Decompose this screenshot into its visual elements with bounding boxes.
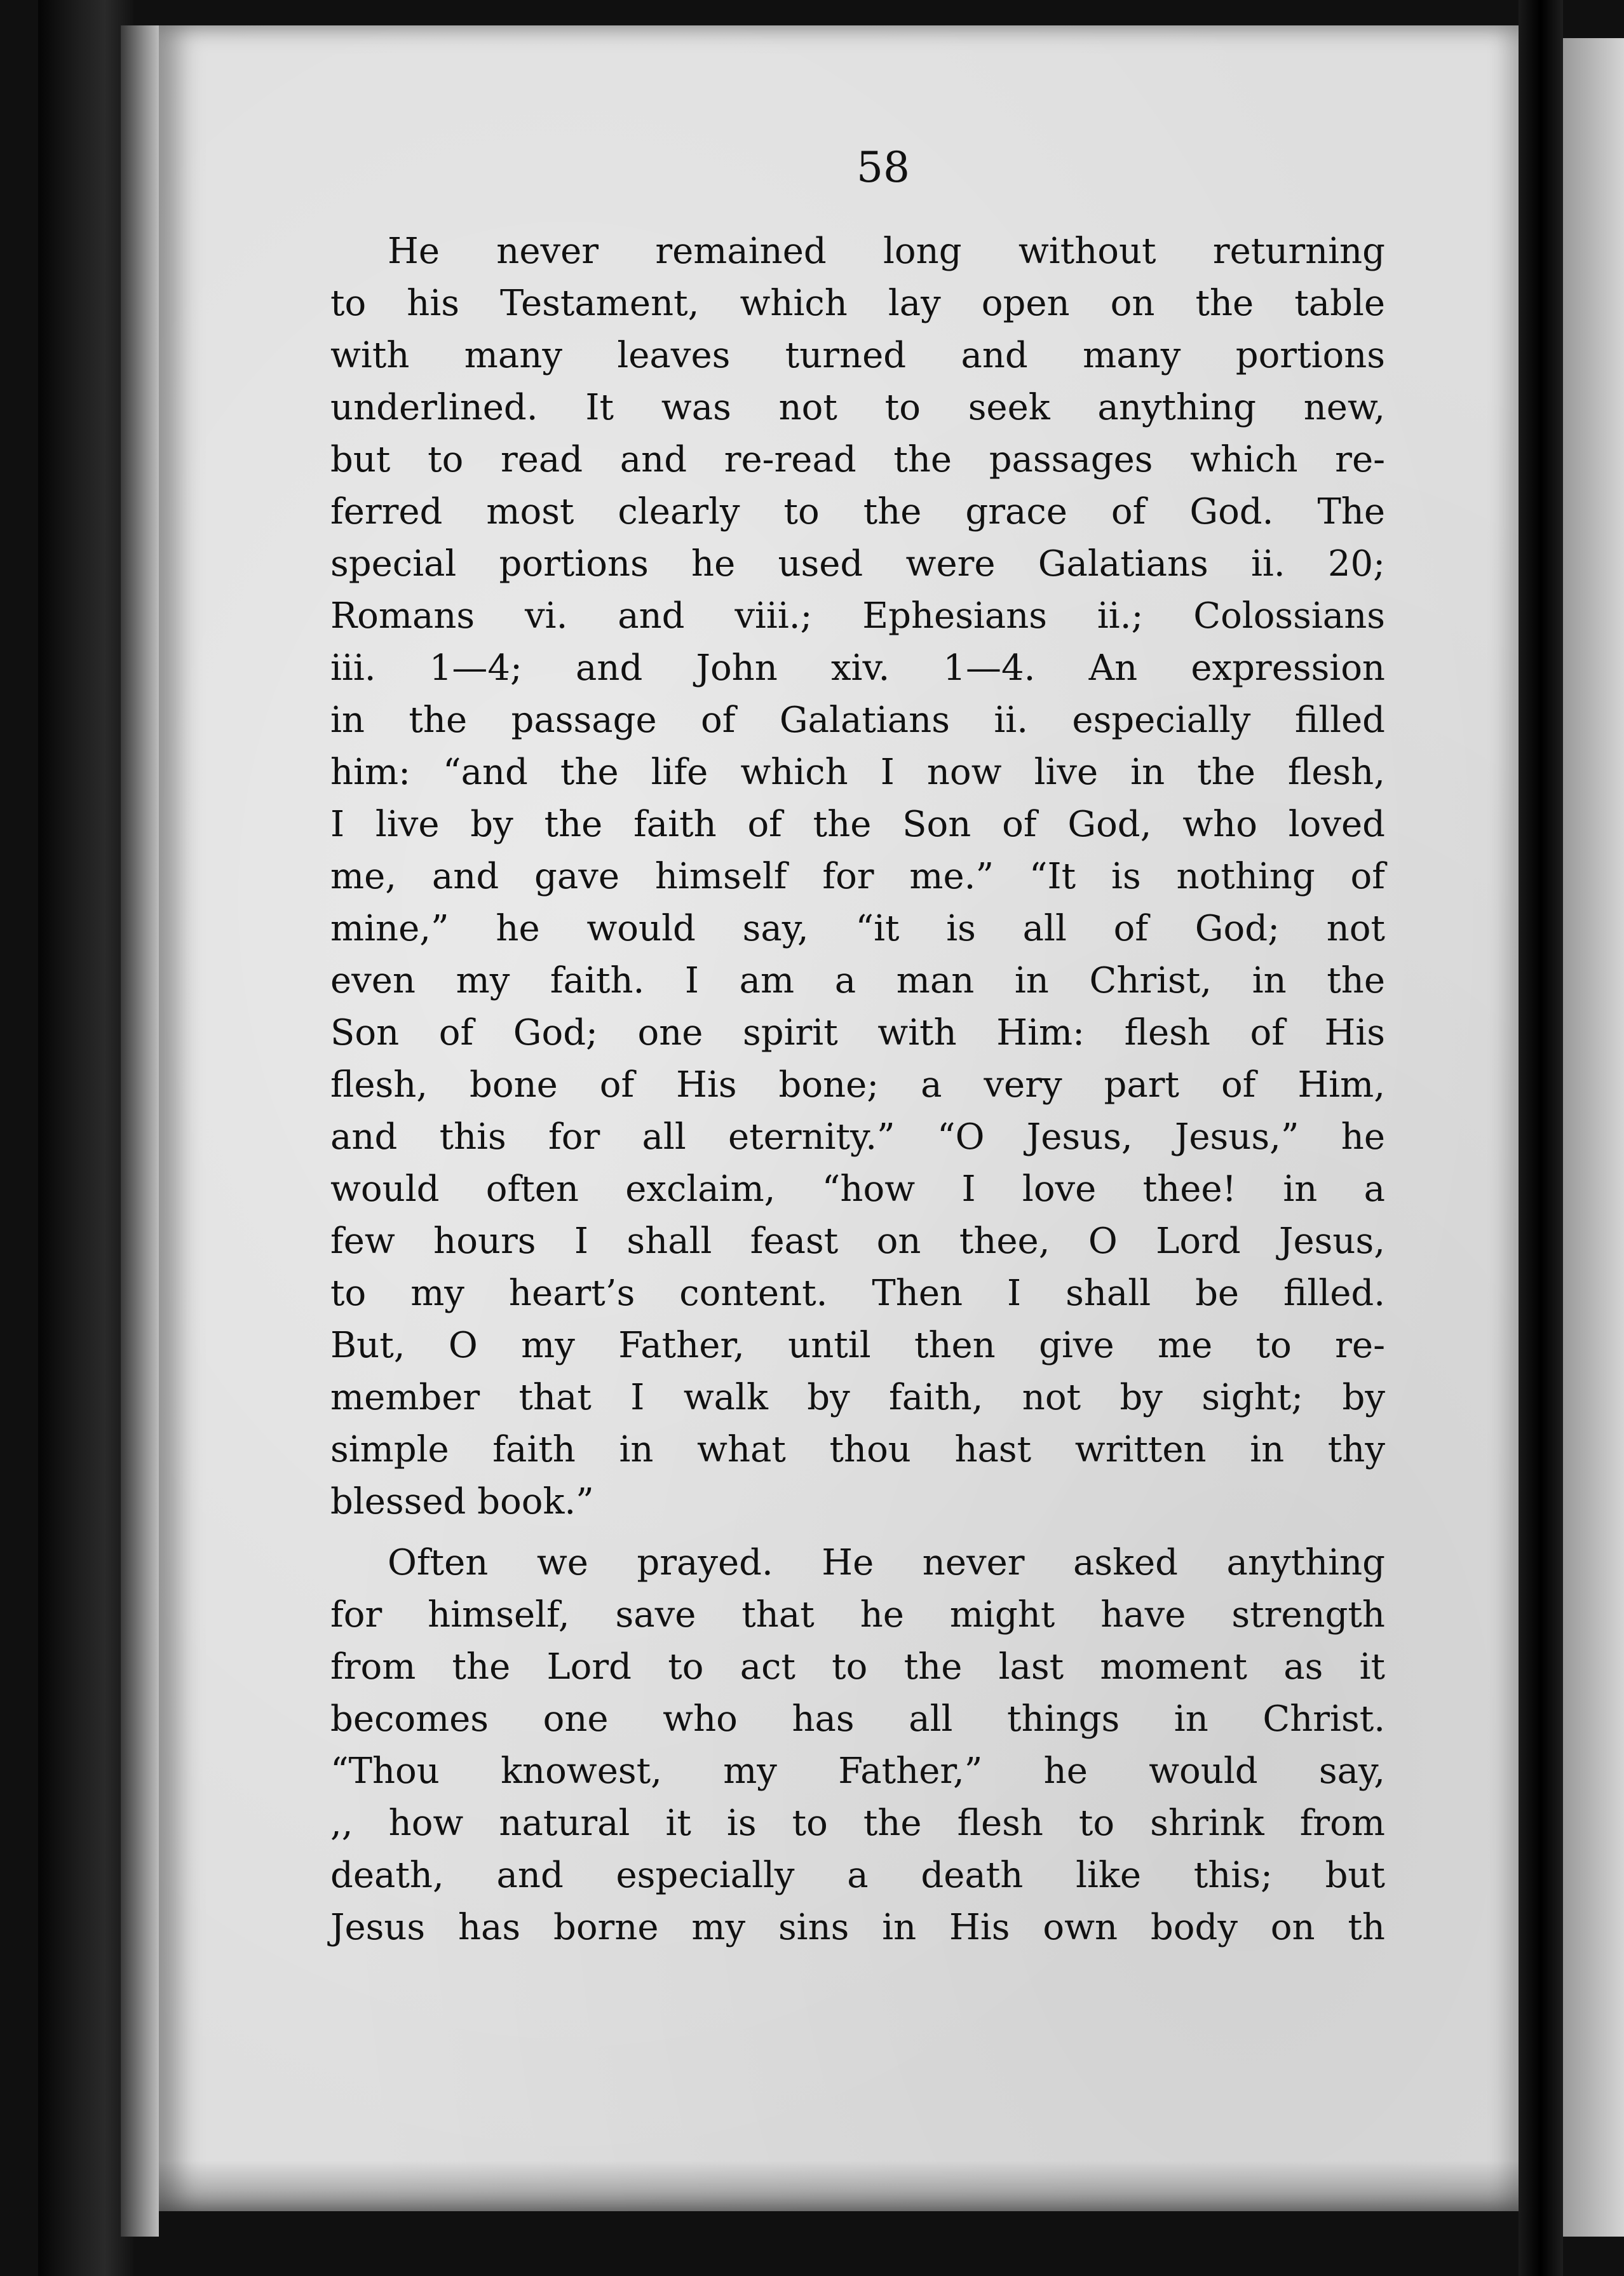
next-page-sliver: [1563, 38, 1624, 2237]
text-line: flesh, bone of His bone; a very part of Him,: [330, 1064, 1385, 1106]
text-line: for himself, save that he might have strength: [330, 1594, 1385, 1636]
text-line: him: “and the life which I now live in the flesh,: [330, 752, 1385, 793]
text-line: even my faith. I am a man in Christ, in the: [330, 960, 1385, 1001]
text-line: with many leaves turned and many portions: [330, 335, 1385, 376]
text-line: member that I walk by faith, not by sight; by: [330, 1377, 1385, 1418]
text-line: but to read and re-read the passages which re-: [330, 439, 1385, 480]
text-line: from the Lord to act to the last moment as it: [330, 1646, 1385, 1688]
body-text: [330, 226, 1385, 1954]
text-line: few hours I shall feast on thee, O Lord Jesus,: [330, 1221, 1385, 1262]
text-line: death, and especially a death like this; but: [330, 1855, 1385, 1896]
text-line: to my heart’s content. Then I shall be filled.: [330, 1273, 1385, 1314]
text-line: would often exclaim, “how I love thee! in a: [330, 1168, 1385, 1210]
text-line: He never remained long without returning: [388, 231, 1385, 272]
page-edge-left: [121, 25, 159, 2237]
text-line: blessed book.”: [330, 1481, 594, 1522]
text-line: me, and gave himself for me.” “It is nothing of: [330, 856, 1385, 897]
text-line: mine,” he would say, “it is all of God; not: [330, 908, 1385, 949]
page-bottom-shadow: [159, 2160, 1519, 2211]
text-line: in the passage of Galatians ii. especially filled: [330, 700, 1385, 741]
text-line: I live by the faith of the Son of God, who loved: [330, 804, 1385, 845]
text-line: Jesus has borne my sins in His own body on th: [330, 1907, 1385, 1948]
text-line: iii. 1—4; and John xiv. 1—4. An expression: [330, 647, 1385, 689]
text-line: simple faith in what thou hast written in thy: [330, 1429, 1385, 1470]
text-line: becomes one who has all things in Christ.: [330, 1698, 1385, 1740]
text-line: special portions he used were Galatians ii. 20;: [330, 543, 1385, 585]
page-number: 58: [856, 143, 910, 192]
text-line: ,, how natural it is to the flesh to shrink from: [330, 1803, 1385, 1844]
text-line: Son of God; one spirit with Him: flesh of His: [330, 1012, 1385, 1053]
text-line: But, O my Father, until then give me to re-: [330, 1325, 1385, 1366]
paragraph-gap: [330, 1528, 1385, 1537]
text-line: to his Testament, which lay open on the table: [330, 283, 1385, 324]
text-line: and this for all eternity.” “O Jesus, Jesus,” he: [330, 1116, 1385, 1158]
text-line: underlined. It was not to seek anything new,: [330, 387, 1385, 428]
text-line: “Thou knowest, my Father,” he would say,: [330, 1751, 1385, 1792]
gutter-right: [1519, 0, 1563, 2276]
text-line: Romans vi. and viii.; Ephesians ii.; Colossians: [330, 595, 1385, 637]
book-binding: [38, 0, 133, 2276]
text-line: ferred most clearly to the grace of God. The: [330, 491, 1385, 532]
text-line: Often we prayed. He never asked anything: [388, 1542, 1385, 1583]
